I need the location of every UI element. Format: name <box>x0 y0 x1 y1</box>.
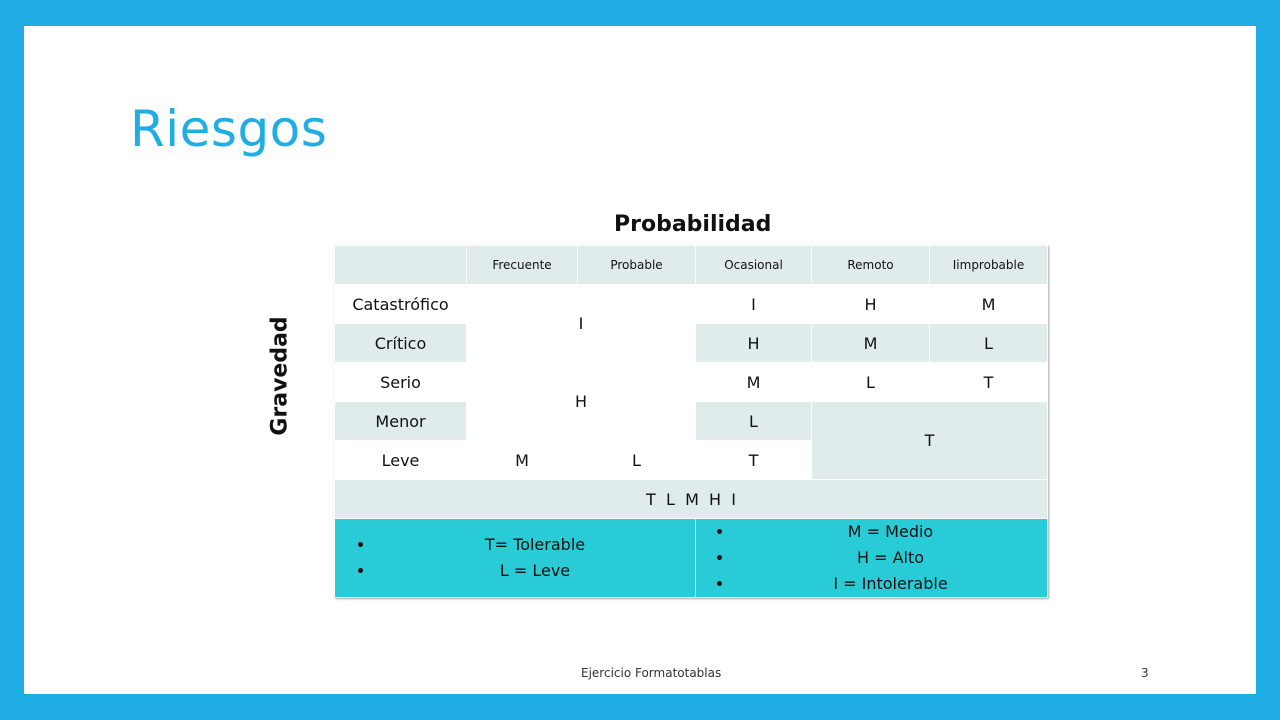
column-header: Ocasional <box>696 246 812 285</box>
legend-item: • L = Leve <box>375 558 695 584</box>
table-row <box>335 363 1048 402</box>
matrix-cell: M <box>930 285 1048 324</box>
matrix-cell: L <box>812 363 930 402</box>
matrix-cell: T <box>812 402 1048 480</box>
table-row <box>335 285 1048 324</box>
legend-row <box>335 519 1048 598</box>
matrix-cell: T <box>696 441 812 480</box>
probability-axis-label: Probabilidad <box>614 212 772 237</box>
scale-cell: T L M H I <box>335 480 1048 519</box>
matrix-cell: M <box>812 324 930 363</box>
legend-list-left <box>335 532 695 584</box>
slide-title: Riesgos <box>130 100 328 158</box>
risk-matrix-table <box>334 245 1048 598</box>
row-label: Crítico <box>335 324 467 363</box>
row-label: Leve <box>335 441 467 480</box>
row-label: Serio <box>335 363 467 402</box>
page-number: 3 <box>1141 666 1149 680</box>
matrix-cell: M <box>467 441 578 480</box>
matrix-cell: H <box>696 324 812 363</box>
row-label: Menor <box>335 402 467 441</box>
severity-axis-label: Gravedad <box>267 316 293 436</box>
legend-item: • I = Intolerable <box>734 571 1047 597</box>
header-corner-cell <box>335 246 467 285</box>
matrix-cell: I <box>696 285 812 324</box>
legend-right-cell <box>696 519 1048 598</box>
matrix-cell: H <box>467 363 696 441</box>
legend-left-cell <box>335 519 696 598</box>
matrix-cell: M <box>696 363 812 402</box>
matrix-cell: H <box>812 285 930 324</box>
legend-item: • H = Alto <box>734 545 1047 571</box>
legend-item: • T= Tolerable <box>375 532 695 558</box>
scale-row <box>335 480 1048 519</box>
matrix-cell: T <box>930 363 1048 402</box>
slide-footer: Ejercicio Formatotablas <box>581 666 722 680</box>
slide <box>24 26 1256 694</box>
matrix-cell: L <box>930 324 1048 363</box>
table-header-row <box>335 246 1048 285</box>
column-header: Iimprobable <box>930 246 1048 285</box>
legend-list-right <box>696 519 1047 597</box>
column-header: Probable <box>578 246 696 285</box>
matrix-cell: L <box>696 402 812 441</box>
legend-item: • M = Medio <box>734 519 1047 545</box>
column-header: Frecuente <box>467 246 578 285</box>
column-header: Remoto <box>812 246 930 285</box>
row-label: Catastrófico <box>335 285 467 324</box>
matrix-cell: L <box>578 441 696 480</box>
matrix-cell: I <box>467 285 696 363</box>
